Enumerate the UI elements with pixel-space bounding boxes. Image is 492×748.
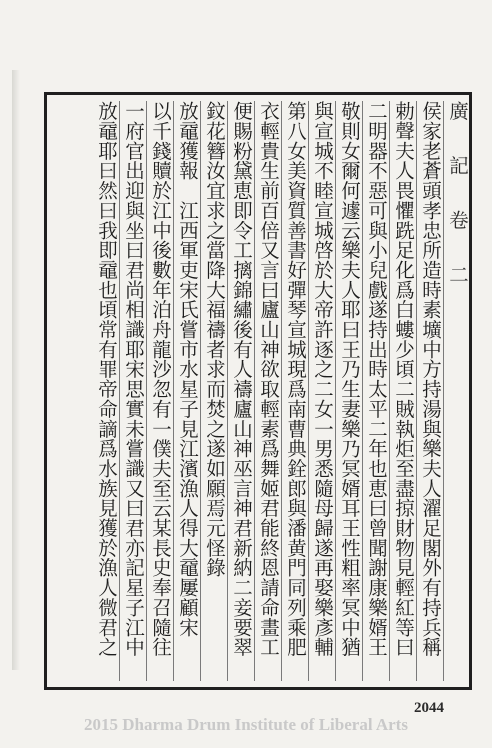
column-rule [308,101,309,681]
column-rule [335,101,336,681]
page-edge-shadow [12,70,20,670]
text-column: 一府官出迎與坐曰君尚相識耶宋思實未嘗識又曰君亦記星子江中 [122,101,145,657]
text-column: 便賜粉黛恵即令工摛錦繡後有人禱廬山神巫言神君新納二妾要翠 [230,101,253,657]
column-rule [119,101,120,681]
column-rule [173,101,174,681]
text-column: 衣輕貴生前百倍又言曰廬山神欲取輕素爲舞姬君能終恩請命畫工 [257,101,280,657]
text-column: 與宣城不睦宣城啓於大帝許逐之二女一男悉隨母歸遂再娶樂彥輔 [311,101,334,657]
column-rule [443,101,444,681]
text-frame [44,92,472,690]
column-rule [146,101,147,681]
header-column: 廣 記 卷 二 [446,101,469,290]
text-column: 放黿獲報 江西軍吏宋氏嘗市水星子見江濱漁人得大黿屢顧宋 [176,101,199,637]
text-column: 鈫花簪汝宜求之當降大福禱者求而焚之遂如願焉元怪錄 [203,101,226,578]
column-rule [254,101,255,681]
column-rule [362,101,363,681]
text-column: 二明器不惡可與小兒戲遂持出時太平二年也恵曰曾聞謝康樂婿王 [365,101,388,657]
column-rule [227,101,228,681]
column-rule [200,101,201,681]
page-number: 2044 [414,700,444,716]
column-rule [416,101,417,681]
column-area [47,101,469,681]
text-column: 第八女美資質善書好彈琴宣城現爲南曹典銓郎與潘黄門同列乘肥 [284,101,307,657]
text-column: 放黿耶曰然曰我即黿也頃常有罪帝命謫爲水族見獲於漁人微君之 [95,101,118,657]
text-column: 敬則女爾何遽云樂夫人耶曰王乃生妻樂乃冥婿耳王性粗率冥中猶 [338,101,361,657]
watermark: 2015 Dharma Drum Institute of Liberal Arts [84,715,408,734]
text-column: 侯家老蒼頭孝忠所造時素壙中方持湯與樂夫人濯足閣外有持兵稱 [419,101,442,657]
text-column: 勅聲夫人畏懼跣足化爲白螻少頃二賊執炬至盡掠財物見輕紅等曰 [392,101,415,657]
column-rule [389,101,390,681]
column-rule [281,101,282,681]
text-column: 以千錢贖於江中後數年泊舟龍沙忽有一僕夫至云某長史奉召隨往 [149,101,172,657]
